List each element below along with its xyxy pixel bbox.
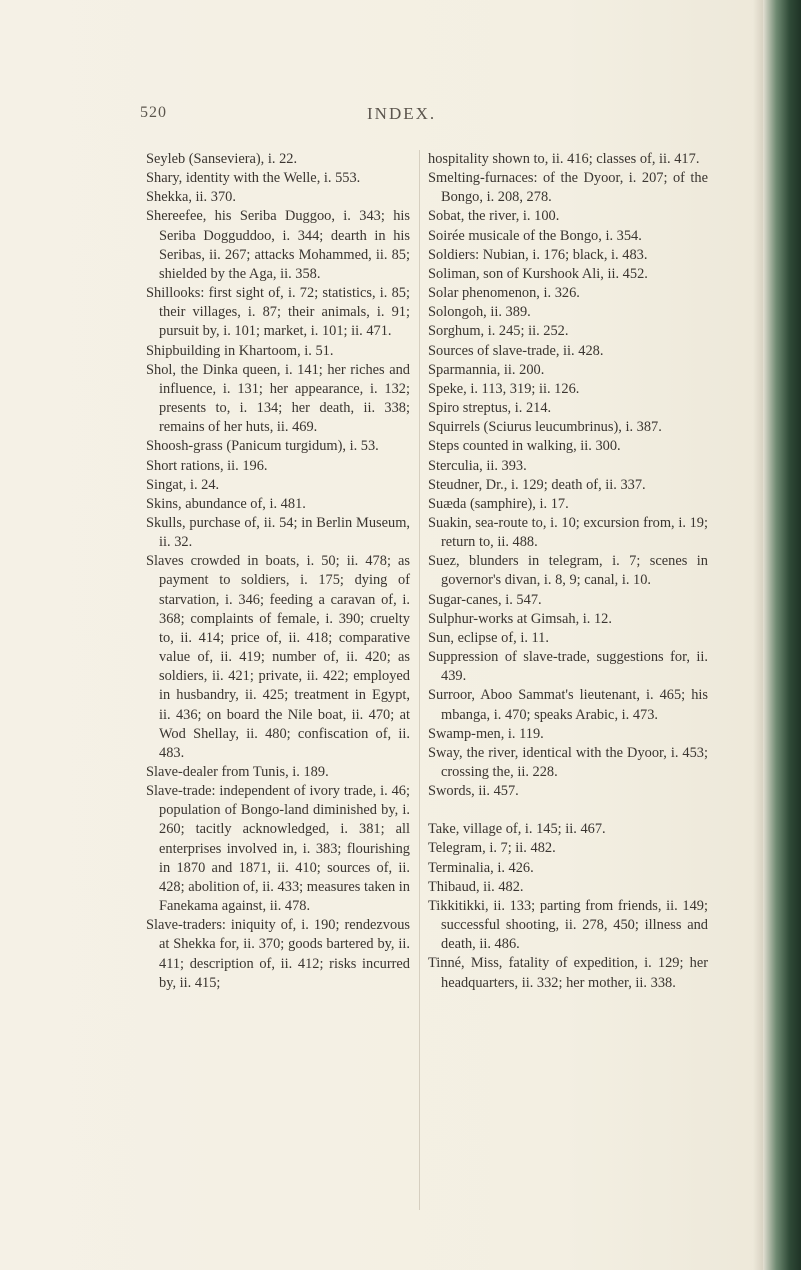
index-entry: Suæda (samphire), i. 17. [428, 495, 569, 512]
index-entry: Solongoh, ii. 389. [428, 304, 531, 321]
index-entry: Steps counted in walking, ii. 300. [428, 438, 621, 455]
index-entry: Sorghum, i. 245; ii. 252. [428, 323, 569, 340]
index-entry: Smelting-furnaces: of the Dyoor, i. 207; of the Bongo, i. 208, 278. [428, 170, 708, 206]
index-entry: Thibaud, ii. 482. [428, 878, 524, 895]
page-header [0, 104, 801, 130]
index-entry: Suez, blunders in telegram, i. 7; scenes in governor's divan, i. 8, 9; canal, i. 10. [428, 553, 708, 589]
index-entry: Shol, the Dinka queen, i. 141; her riches and influence, i. 131; her appearance, i. 132; presents to, i. 134; her death, ii. 338; remains of her huts, ii. 469. [146, 361, 410, 436]
index-entry: Swamp-men, i. 119. [428, 725, 544, 742]
index-entry: Spiro streptus, i. 214. [428, 400, 552, 417]
index-entry: hospitality shown to, ii. 416; classes of, ii. 417. [428, 151, 700, 167]
index-entry: Shillooks: first sight of, i. 72; statistics, i. 85; their villages, i. 87; their animals, i. 91; pursuit by, i. 101; market, i. 101; ii. 471. [146, 285, 410, 340]
index-entry: Short rations, ii. 196. [146, 457, 268, 474]
index-column-left [146, 150, 410, 993]
index-entry: Slaves crowded in boats, i. 50; ii. 478; as payment to soldiers, i. 175; dying of starvation, i. 346; feeding a caravan of, i. 368; complaints of female, i. 390; cruelty to, ii. 414; price of, ii. 418; comparative value of, ii. 419; number of, ii. 420; as soldiers, ii. 421; private, ii. 422; employed in husbandry, ii. 425; treatment in Egypt, ii. 436; on board the Nile boat, ii. 470; at Wod Shellay, ii. 480; confiscation of, ii. 483. [146, 553, 410, 761]
index-entry: Slave-dealer from Tunis, i. 189. [146, 764, 329, 780]
index-entry: Swords, ii. 457. [428, 783, 519, 800]
index-entry: Skins, abundance of, i. 481. [146, 495, 306, 512]
column-divider [419, 150, 420, 1210]
index-entry: Soliman, son of Kurshook Ali, ii. 452. [428, 265, 648, 282]
page-number: 520 [140, 104, 167, 121]
index-entry: Sources of slave-trade, ii. 428. [428, 342, 604, 359]
index-entry: Telegram, i. 7; ii. 482. [428, 840, 556, 857]
index-entry: Solar phenomenon, i. 326. [428, 285, 580, 302]
index-entry: Sterculia, ii. 393. [428, 457, 527, 474]
index-entry: Surroor, Aboo Sammat's lieutenant, i. 465; his mbanga, i. 470; speaks Arabic, i. 473. [428, 687, 708, 723]
index-entry: Soirée musicale of the Bongo, i. 354. [428, 227, 642, 244]
index-entry: Sway, the river, identical with the Dyoor, i. 453; crossing the, ii. 228. [428, 744, 708, 780]
index-entry: Seyleb (Sanseviera), i. 22. [146, 151, 298, 167]
index-entry: Shary, identity with the Welle, i. 553. [146, 170, 361, 187]
index-entry: Suppression of slave-trade, suggestions for, ii. 439. [428, 649, 708, 685]
index-entry: Slave-traders: iniquity of, i. 190; rendezvous at Shekka for, ii. 370; goods bartered by, ii. 411; description of, ii. 412; risks incurred by, ii. 415; [146, 917, 410, 991]
index-entry: Soldiers: Nubian, i. 176; black, i. 483. [428, 246, 648, 263]
index-entry: Sun, eclipse of, i. 11. [428, 629, 549, 646]
index-entry: Sobat, the river, i. 100. [428, 208, 560, 225]
page-gutter-shadow [753, 0, 763, 1270]
index-entry: Sparmannia, ii. 200. [428, 361, 545, 378]
index-entry: Shekka, ii. 370. [146, 189, 236, 206]
index-entry: Sulphur-works at Gimsah, i. 12. [428, 610, 612, 627]
index-entry: Speke, i. 113, 319; ii. 126. [428, 380, 580, 397]
index-entry: Tikkitikki, ii. 133; parting from friends, ii. 149; successful shooting, ii. 278, 450; illness and death, ii. 486. [428, 897, 708, 953]
index-entry: Skulls, purchase of, ii. 54; in Berlin Museum, ii. 32. [146, 514, 410, 551]
index-entry: Steudner, Dr., i. 129; death of, ii. 337. [428, 476, 646, 493]
index-entry: Shereefee, his Seriba Duggoo, i. 343; his Seriba Dogguddoo, i. 344; dearth in his Seribas, ii. 267; attacks Mohammed, ii. 85; shielded by the Aga, ii. 358. [146, 208, 410, 282]
book-cover-edge [763, 0, 801, 1270]
index-entry: Sugar-canes, i. 547. [428, 591, 542, 608]
index-entry: Take, village of, i. 145; ii. 467. [428, 821, 606, 838]
index-entry: Squirrels (Sciurus leucumbrinus), i. 387. [428, 419, 662, 436]
index-entry: Shipbuilding in Khartoom, i. 51. [146, 342, 334, 359]
index-entry: Suakin, sea-route to, i. 10; excursion from, i. 19; return to, ii. 488. [428, 514, 708, 551]
index-entry: Terminalia, i. 426. [428, 859, 534, 876]
index-entry: Slave-trade: independent of ivory trade, i. 46; population of Bongo-land diminished by, i. 260; tacitly acknowledged, i. 381; all enterprises involved in, i. 383; flourishing in 1870 and 1871, ii. 410; sources of, ii. 428; abolition of, ii. 433; measures taken in Fanekama against, ii. 478. [146, 783, 410, 915]
running-title: INDEX. [367, 104, 437, 123]
index-entry: Tinné, Miss, fatality of expedition, i. 129; her headquarters, ii. 332; her mother, ii. 338. [428, 955, 708, 991]
index-column-right [428, 150, 708, 993]
index-entry: Shoosh-grass (Panicum turgidum), i. 53. [146, 438, 379, 455]
index-entry: Singat, i. 24. [146, 476, 220, 493]
